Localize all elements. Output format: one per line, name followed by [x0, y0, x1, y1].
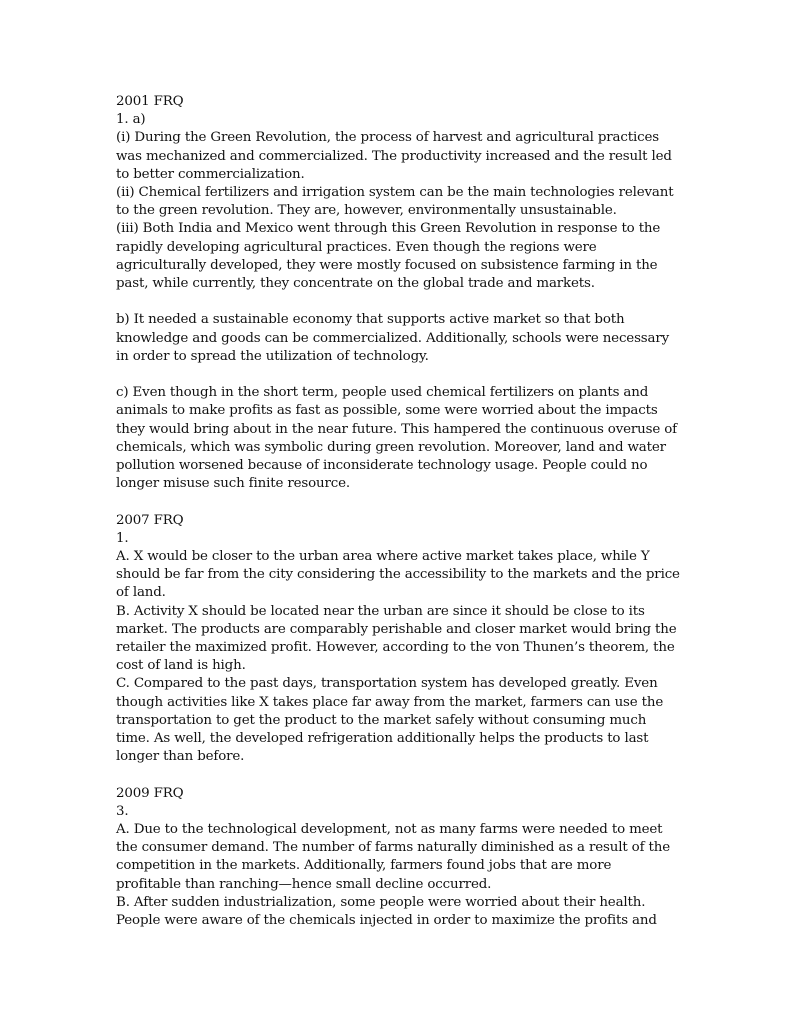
text-line: C. Compared to the past days, transportation system has developed greatly. Even	[116, 676, 658, 692]
text-line: profitable than ranching—hence small decline occurred.	[116, 876, 492, 892]
paragraph-gap	[116, 493, 691, 511]
text-line: the consumer demand. The number of farms naturally diminished as a result of the	[116, 840, 670, 856]
text-line: chemicals, which was symbolic during green revolution. Moreover, land and water	[116, 439, 666, 455]
text-line: (iii) Both India and Mexico went through this Green Revolution in response to the	[116, 221, 661, 237]
text-line: longer misuse such finite resource.	[116, 476, 350, 492]
text-line: time. As well, the developed refrigeration additionally helps the products to last	[116, 731, 649, 747]
text-line: 3.	[116, 803, 129, 819]
paragraph-gap	[116, 293, 691, 311]
text-line: retailer the maximized profit. However, according to the von Thunen’s theorem, the	[116, 640, 675, 656]
text-line: 2001 FRQ	[116, 94, 184, 109]
text-line: agriculturally developed, they were mostly focused on subsistence farming in the	[116, 257, 658, 273]
text-line: knowledge and goods can be commercialized. Additionally, schools were necessary	[116, 330, 670, 346]
text-line: longer than before.	[116, 749, 245, 765]
paragraph-gap	[116, 366, 691, 384]
text-line: A. X would be closer to the urban area where active market takes place, while Y	[116, 549, 650, 565]
paragraph-gap	[116, 766, 691, 784]
text-line: was mechanized and commercialized. The productivity increased and the result led	[116, 148, 672, 164]
text-line: B. Activity X should be located near the urban are since it should be close to its	[116, 603, 645, 619]
text-line: 1.	[116, 530, 129, 546]
text-line: animals to make profits as fast as possible, some were worried about the impacts	[116, 403, 658, 419]
text-line: to the green revolution. They are, however, environmentally unsustainable.	[116, 203, 617, 219]
text-line: of land.	[116, 585, 166, 601]
text-line: (ii) Chemical fertilizers and irrigation system can be the main technologies relevant	[116, 185, 674, 201]
text-line: to better commercialization.	[116, 166, 305, 182]
text-line: competition in the markets. Additionally, farmers found jobs that are more	[116, 858, 612, 874]
text-line: c) Even though in the short term, people used chemical fertilizers on plants and	[116, 385, 649, 401]
text-line: A. Due to the technological development, not as many farms were needed to meet	[116, 822, 663, 838]
text-line: 2009 FRQ	[116, 785, 184, 801]
document-body	[116, 93, 691, 930]
text-line: past, while currently, they concentrate on the global trade and markets.	[116, 276, 595, 292]
text-line: (i) During the Green Revolution, the process of harvest and agricultural practices	[116, 130, 659, 146]
text-line: 1. a)	[116, 112, 146, 128]
text-line: rapidly developing agricultural practices. Even though the regions were	[116, 239, 597, 255]
text-line: People were aware of the chemicals injected in order to maximize the profits and	[116, 913, 657, 929]
text-line: market. The products are comparably perishable and closer market would bring the	[116, 621, 677, 637]
text-line: pollution worsened because of inconsiderate technology usage. People could no	[116, 458, 648, 474]
text-line: B. After sudden industrialization, some people were worried about their health.	[116, 894, 646, 910]
text-line: they would bring about in the near future. This hampered the continuous overuse of	[116, 421, 677, 437]
text-line: cost of land is high.	[116, 658, 246, 674]
text-line: should be far from the city considering the accessibility to the markets and the price	[116, 567, 680, 583]
text-line: 2007 FRQ	[116, 512, 184, 528]
text-line: transportation to get the product to the market safely without consuming much	[116, 712, 647, 728]
text-line: though activities like X takes place far away from the market, farmers can use the	[116, 694, 664, 710]
text-line: in order to spread the utilization of technology.	[116, 348, 429, 364]
text-line: b) It needed a sustainable economy that supports active market so that both	[116, 312, 625, 328]
